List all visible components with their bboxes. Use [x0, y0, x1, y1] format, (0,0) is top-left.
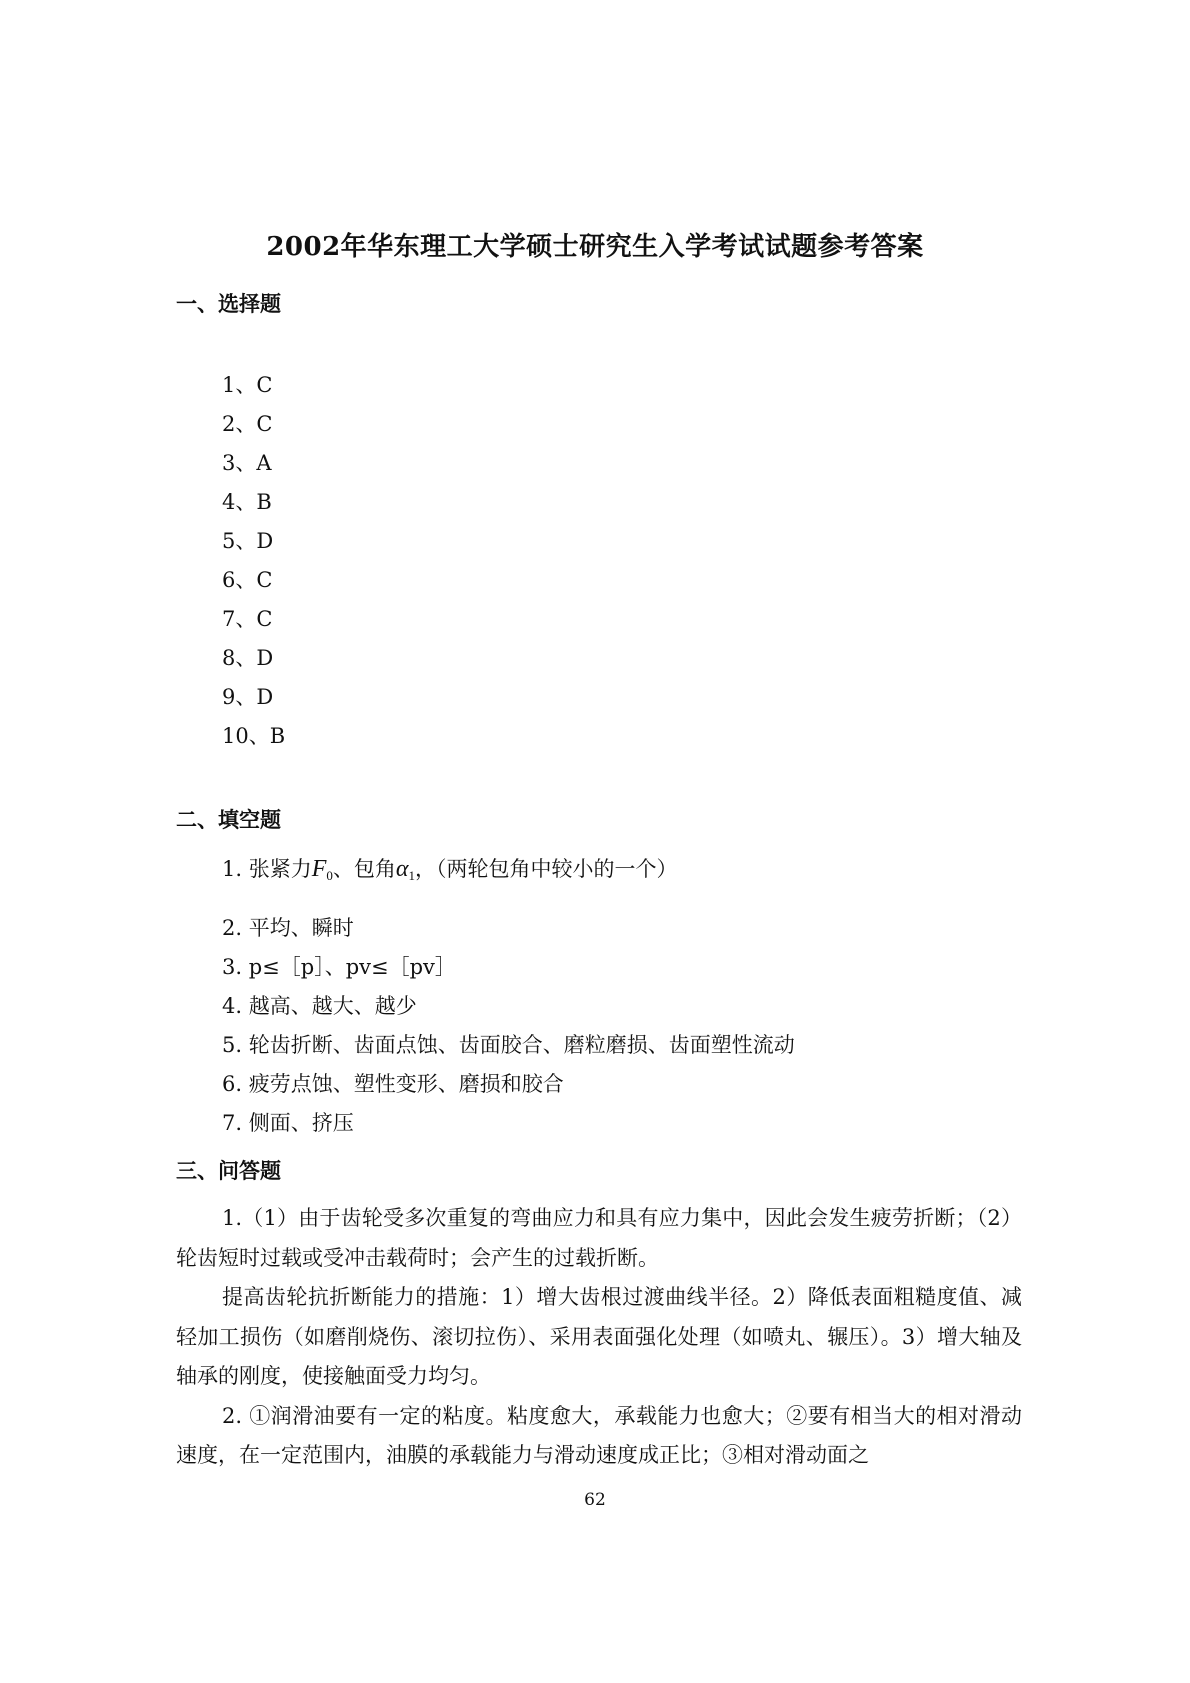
choice-answer-item: 9、D [222, 685, 274, 709]
choice-answer-item: 4、B [222, 490, 272, 514]
choice-answer-item: 1、C [222, 373, 273, 397]
section-heading-choice: 一、选择题 [176, 291, 281, 316]
fill-answer-item: 7. 侧面、挤压 [222, 1111, 354, 1135]
qa-paragraph: 2. ①润滑油要有一定的粘度。粘度愈大，承载能力也愈大；②要有相当大的相对滑动速度，在一定范围内，油膜的承载能力与滑动速度成正比；③相对滑动面之 [176, 1403, 1022, 1467]
fill-answer-item-1 [222, 853, 678, 884]
fill-item1-prefix: 1. 张紧力 [222, 857, 312, 881]
tension-force-symbol: F [311, 856, 327, 882]
fill-item1-mid: 、包角 [332, 857, 396, 881]
qa-paragraph: 1.（1）由于齿轮受多次重复的弯曲应力和具有应力集中，因此会发生疲劳折断；（2）轮齿短时过载或受冲击载荷时；会产生的过载折断。 [176, 1206, 1022, 1270]
wrap-angle-subscript: 1 [408, 868, 415, 883]
choice-answer-item: 5、D [222, 529, 274, 553]
section-heading-fill: 二、填空题 [176, 807, 281, 832]
fill-answer-item: 6. 疲劳点蚀、塑性变形、磨损和胶合 [222, 1072, 564, 1096]
choice-answer-item: 6、C [222, 568, 273, 592]
choice-answer-item: 7、C [222, 607, 273, 631]
page-number: 62 [584, 1490, 606, 1510]
wrap-angle-symbol: α [395, 856, 409, 882]
choice-answer-item: 2、C [222, 412, 273, 436]
fill-answer-item: 4. 越高、越大、越少 [222, 994, 417, 1018]
section-heading-qa: 三、问答题 [176, 1158, 281, 1183]
choice-answer-item: 10、B [222, 724, 286, 748]
choice-answer-list [222, 366, 285, 756]
fill-answer-item: 5. 轮齿折断、齿面点蚀、齿面胶合、磨粒磨损、齿面塑性流动 [222, 1033, 795, 1057]
fill-item1-suffix: ，（两轮包角中较小的一个） [415, 857, 678, 881]
qa-answer-block [176, 1199, 1022, 1476]
qa-paragraph: 提高齿轮抗折断能力的措施：1）增大齿根过渡曲线半径。2）降低表面粗糙度值、减轻加工损伤（如磨削烧伤、滚切拉伤）、采用表面强化处理（如喷丸、辗压）。3）增大轴及轴承的刚度，使接触面受力均匀。 [176, 1285, 1022, 1388]
fill-answer-item: 3. p≤［p］、pv≤［pv］ [222, 955, 456, 979]
tension-force-subscript: 0 [326, 868, 333, 883]
choice-answer-item: 8、D [222, 646, 274, 670]
page-title: 2002年华东理工大学硕士研究生入学考试试题参考答案 [266, 232, 924, 262]
choice-answer-item: 3、A [222, 451, 272, 475]
fill-answer-item: 2. 平均、瞬时 [222, 916, 354, 940]
